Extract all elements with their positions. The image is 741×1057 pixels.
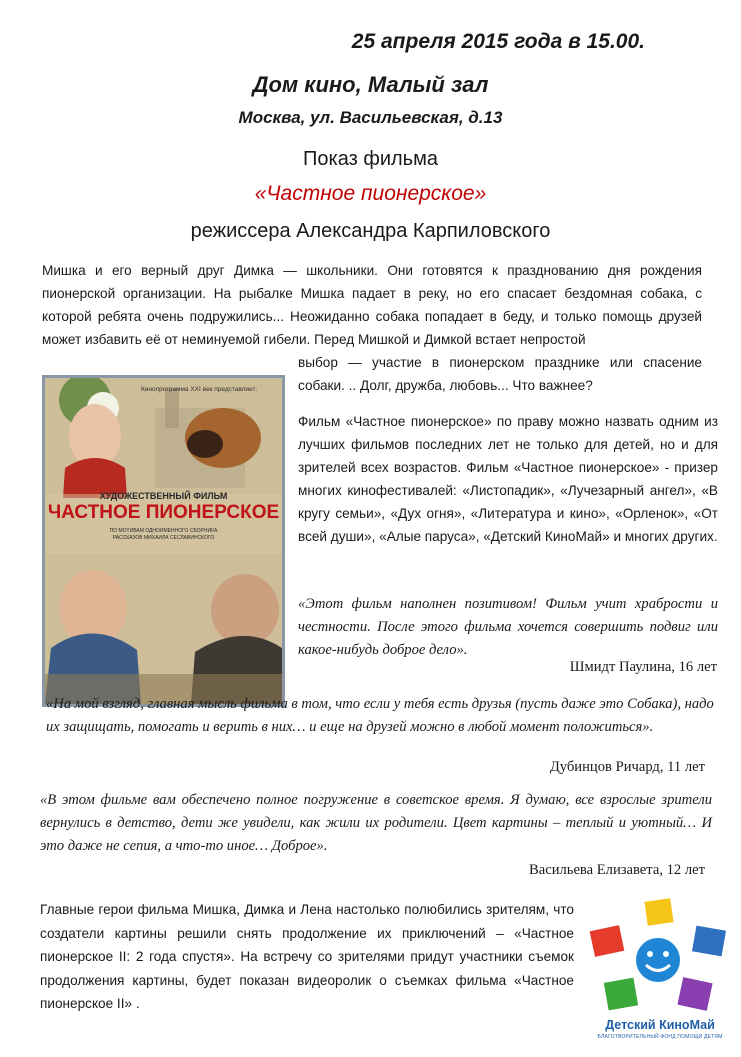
awards-paragraph: Фильм «Частное пионерское» по праву можно назвать одним из лучших фильмов последних лет не только для детей, но и для зрителей всех возрастов. Фильм «Частное пионерское» - призер многих кинофестивалей: «Листопадик», «Лучезарный ангел», «В кругу семьи», «Дух огня», «Литература и кино», «Орленок», «От всей души», «Алые паруса», «Детский КиноМай» и многих других.	[298, 414, 718, 544]
review-quote-2: «На мой взгляд, главная мысль фильма в том, что если у тебя есть друзья (пусть даже это Собака), надо их защищать, помогать и верить в них… и еще на друзей можно в любой момент положиться».	[46, 696, 714, 735]
review-author-1: Шмидт Паулина, 16 лет	[569, 659, 717, 675]
event-address: Москва, ул. Васильевская, д.13	[238, 108, 503, 127]
poster-genre: ХУДОЖЕСТВЕННЫЙ ФИЛЬМ	[99, 491, 228, 501]
kinomay-star-icon	[586, 898, 734, 1018]
review-author-2: Дубинцов Ричард, 11 лет	[549, 759, 705, 775]
review-author-3: Васильева Елизавета, 12 лет	[529, 862, 705, 878]
show-label: Показ фильма	[303, 148, 438, 170]
film-poster	[42, 375, 285, 707]
poster-presenter: Кинопрограмма XXI век представляет:	[141, 386, 258, 393]
kinomay-logo-name: Детский КиноМай	[605, 1018, 715, 1032]
poster-subtitle: ПО МОТИВАМ ОДНОИМЕННОГО СБОРНИКА РАССКАЗОВ МИХАИЛА СЕСЛАВИНСКОГО	[109, 528, 218, 541]
event-date: 25 апреля 2015 года в 15.00.	[351, 30, 645, 53]
film-director: режиссера Александра Карпиловского	[190, 220, 551, 242]
synopsis-part2: выбор — участие в пионерском празднике или спасение собаки. .. Долг, дружба, любовь... Что важнее?	[298, 355, 702, 393]
synopsis-part1: Мишка и его верный друг Димка — школьники. Они готовятся к празднованию дня рождения пионерской организации. На рыбалке Мишка падает в реку, но его спасает бездомная собака, с которой ребята очень подружились... Неожиданно собака попадает в беду, и только помощь друзей может избавить её от неминуемой гибели. Перед Мишкой и Димкой встает непростой	[42, 263, 702, 347]
kinomay-logo-tagline: БЛАГОТВОРИТЕЛЬНЫЙ ФОНД ПОМОЩИ ДЕТЯМ	[597, 1034, 723, 1040]
review-quote-1: «Этот фильм наполнен позитивом! Фильм учит храбрости и честности. После этого фильма хочется совершить подвиг или какое-нибудь доброе дело».	[298, 596, 718, 658]
review-quote-3: «В этом фильме вам обеспечено полное погружение в советское время. Я думаю, все взрослые зрители вернулись в детство, дети же увидели, как жили их родители. Цвет картины – теплый и уютный… И это даже не сепия, а что-то иное… Доброе».	[40, 792, 712, 854]
event-venue: Дом кино, Малый зал	[252, 72, 489, 97]
kinomay-logo	[586, 898, 734, 1048]
sequel-paragraph: Главные герои фильма Мишка, Димка и Лена настолько полюбились зрителям, что создатели картины решили снять продолжение их приключений – «Частное пионерское II: 2 года спустя». На встречу со зрителями придут участники съемок продолжения картины, будет показан видеоролик о съемках фильма «Частное пионерское II» .	[40, 902, 574, 1011]
poster-title: ЧАСТНОЕ ПИОНЕРСКОЕ	[47, 502, 280, 523]
film-title: «Частное пионерское»	[254, 182, 487, 205]
